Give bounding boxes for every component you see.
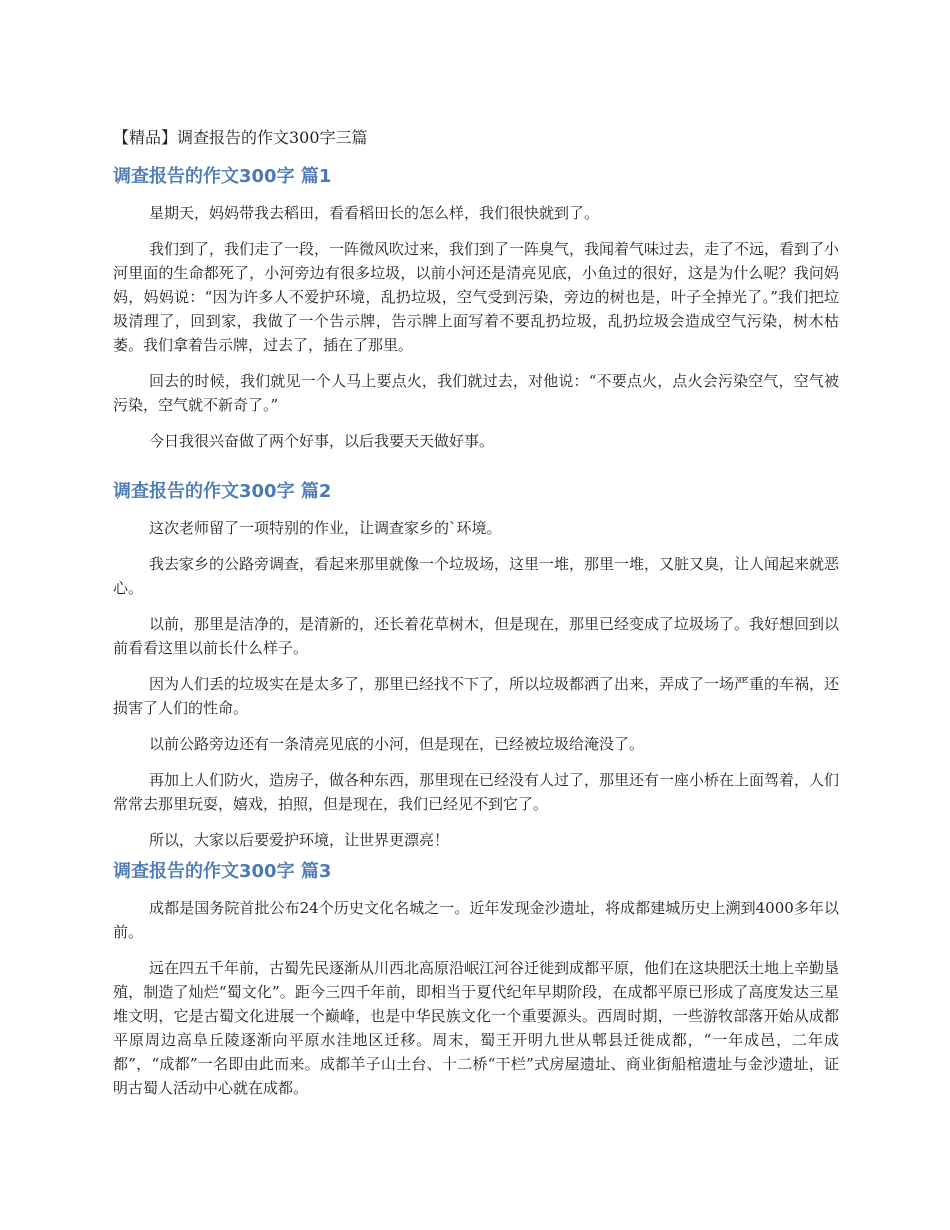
paragraph: 以前公路旁边还有一条清亮见底的小河，但是现在，已经被垃圾给淹没了。	[149, 735, 645, 753]
essay-section-2	[113, 480, 839, 864]
paragraph: 成都是国务院首批公布24个历史文化名城之一。近年发现金沙遗址，将成都建城历史上溯到4000多年以前。	[113, 899, 839, 941]
section-heading: 调查报告的作文300字 篇3	[113, 861, 332, 882]
paragraph: 因为人们丢的垃圾实在是太多了，那里已经找不下了，所以垃圾都洒了出来，弄成了一场严重的车祸，还损害了人们的性命。	[113, 675, 840, 717]
section-heading: 调查报告的作文300字 篇2	[113, 481, 332, 502]
paragraph: 再加上人们防火，造房子，做各种东西，那里现在已经没有人过了，那里还有一座小桥在上面驾着，人们常常去那里玩耍，嬉戏，拍照，但是现在，我们已经见不到它了。	[113, 771, 840, 813]
paragraph: 所以，大家以后要爱护环境，让世界更漂亮！	[149, 831, 450, 849]
section-heading: 调查报告的作文300字 篇1	[113, 166, 332, 187]
paragraph: 我去家乡的公路旁调查，看起来那里就像一个垃圾场，这里一堆，那里一堆，又脏又臭，让人闻起来就恶心。	[113, 555, 840, 597]
paragraph: 星期天，妈妈带我去稻田，看看稻田长的怎么样，我们很快就到了。	[149, 204, 600, 222]
essay-section-3	[113, 860, 839, 1112]
essay-section-1	[113, 165, 839, 465]
paragraph: 这次老师留了一项特别的作业，让调查家乡的`环境。	[149, 519, 502, 537]
paragraph: 远在四五千年前，古蜀先民逐渐从川西北高原沿岷江河谷迁徙到成都平原，他们在这块肥沃土地上辛勤垦殖，制造了灿烂“蜀文化”。距今三四千年前，即相当于夏代纪年早期阶段，在成都平原已形成了高度发达三星堆文明，它是古蜀文化进展一个巅峰，也是中华民族文化一个重要源头。西周时期，一些游牧部落开始从成都平原周边高阜丘陵逐渐向平原水洼地区迁移。周末，蜀王开明九世从郫县迁徙成都，“一年成邑，二年成都”，“成都”一名即由此而来。成都羊子山土台、十二桥“干栏”式房屋遗址、商业街船棺遗址与金沙遗址，证明古蜀人活动中心就在成都。	[113, 959, 840, 1097]
paragraph: 以前，那里是洁净的，是清新的，还长着花草树木，但是现在，那里已经变成了垃圾场了。我好想回到以前看看这里以前长什么样子。	[113, 615, 840, 657]
paragraph: 回去的时候，我们就见一个人马上要点火，我们就过去，对他说：“不要点火，点火会污染空气，空气被污染，空气就不新奇了。”	[113, 372, 839, 414]
paragraph: 我们到了，我们走了一段，一阵微风吹过来，我们到了一阵臭气，我闻着气味过去，走了不远，看到了小河里面的生命都死了，小河旁边有很多垃圾，以前小河还是清亮见底，小鱼过的很好，这是为什么呢？我问妈妈，妈妈说：“因为许多人不爱护环境，乱扔垃圾，空气受到污染，旁边的树也是，叶子全掉光了。”我们把垃圾清理了，回到家，我做了一个告示牌，告示牌上面写着不要乱扔垃圾，乱扔垃圾会造成空气污染，树木枯萎。我们拿着告示牌，过去了，插在了那里。	[113, 240, 840, 354]
paragraph: 今日我很兴奋做了两个好事，以后我要天天做好事。	[149, 432, 495, 450]
document-title: 【精品】调查报告的作文300字三篇	[113, 128, 368, 147]
